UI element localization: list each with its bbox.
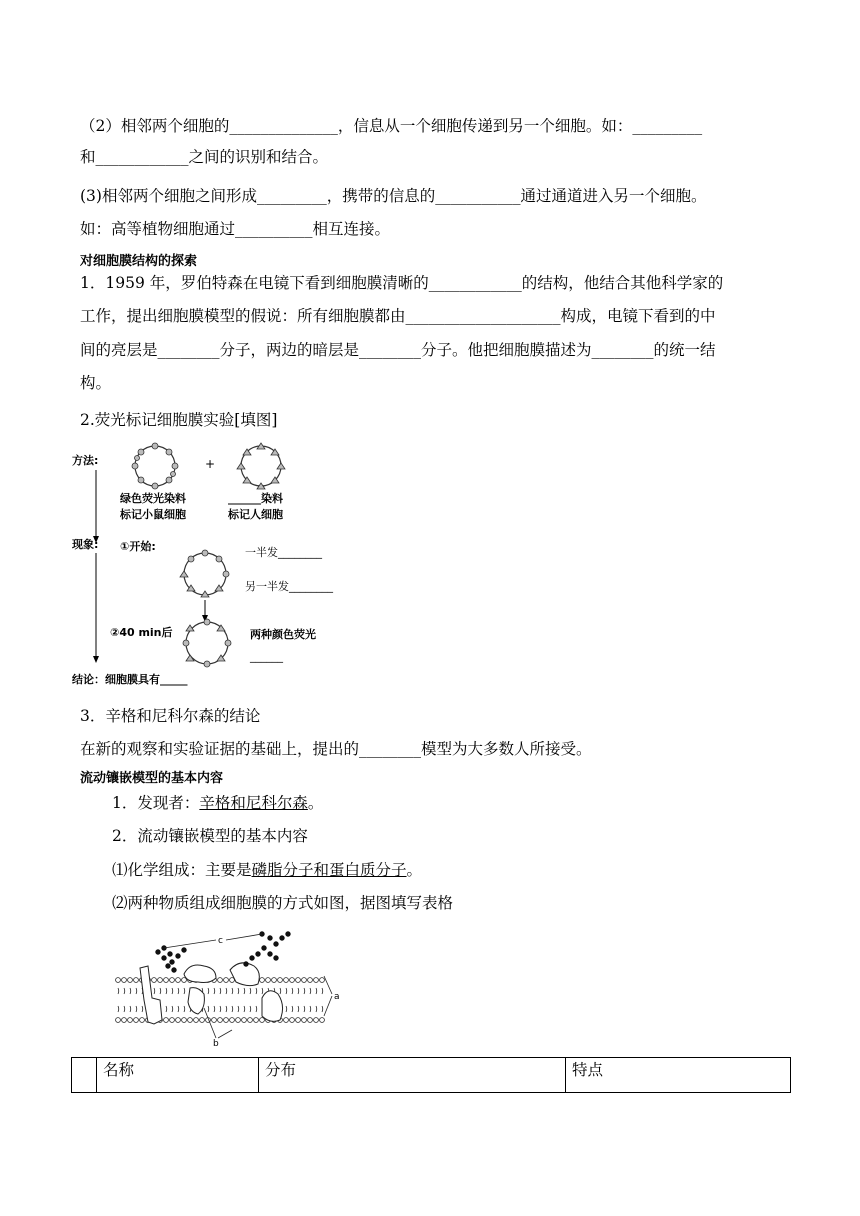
lipid-tail [166,1006,167,1012]
lipid-tail [124,988,125,994]
lipid-head [254,1018,259,1023]
lipid-head [116,978,121,983]
lipid-head [290,978,295,983]
lipid-head [260,1018,265,1023]
table-header-distribution: 分布 [259,1058,566,1093]
lipid-head [284,1018,289,1023]
lipid-head [314,1018,319,1023]
lipid-head [266,978,271,983]
lipid-tail [310,1006,311,1012]
p1-line3: 间的亮层是________分子，两边的暗层是________分子。他把细胞膜描述为________的统一结 [80,341,716,359]
item3-line1: (3)相邻两个细胞之间形成_________，携带的信息的___________通过通道进入另一个细胞。 [80,187,707,205]
lipid-tail [250,1006,251,1012]
green-label-1: 绿色荧光染料 [120,492,186,505]
model-item1 [112,793,323,813]
model-item1-prefix: 1．发现者： [112,794,200,812]
lipid-tail [166,988,167,994]
lipid-head [314,978,319,983]
green-marker-dots [132,443,178,489]
lipid-head [122,1018,127,1023]
lipid-tail [286,988,287,994]
p3-title: 3．辛格和尼科尔森的结论 [80,707,261,725]
fluorescence-figure [70,440,370,695]
lipid-head [182,1018,187,1023]
lipid-tail [160,988,161,994]
lipid-tail [226,988,227,994]
lipid-tail [232,1006,233,1012]
lipid-head [224,1018,229,1023]
lipid-tail [232,988,233,994]
hybrid-start-markers [180,550,229,597]
lipid-head [296,978,301,983]
fig-half2: 另一半发________ [245,580,333,593]
p1-line2: 工作，提出细胞膜模型的假说：所有细胞膜都由____________________构成，电镜下看到的中 [80,307,716,325]
section-heading-model: 流动镶嵌模型的基本内容 [80,771,224,786]
model-item3 [112,860,422,880]
lipid-tail [172,988,173,994]
item2-line2: 和____________之间的识别和结合。 [80,148,329,166]
fig-both-colors: 两种颜色荧光 [250,628,316,641]
model-item1-suffix: 。 [307,794,324,812]
lipid-head [224,978,229,983]
hybrid-after-markers [183,619,231,667]
lipid-head [212,1018,217,1023]
green-label-2: 标记小鼠细胞 [120,508,186,521]
label-a: a [334,992,340,1002]
lipid-head [188,1018,193,1023]
lipid-tail [214,988,215,994]
lipid-head [320,978,325,983]
lipid-head [248,1018,253,1023]
p2-title: 2.荧光标记细胞膜实验[填图] [80,411,278,429]
fig-both-blank: ______ [250,650,283,663]
lipid-tail [130,988,131,994]
label-c: c [218,936,223,946]
lipid-tail [286,1006,287,1012]
lipid-tail [226,1006,227,1012]
model-item4: ⑵两种物质组成细胞膜的方式如图，据图填写表格 [112,894,454,912]
red-marker-triangles [237,443,285,489]
lipid-tail [136,1006,137,1012]
lipid-tail [298,1006,299,1012]
lipid-head [128,1018,133,1023]
lipid-head [122,978,127,983]
lipid-tail [256,1006,257,1012]
lipid-tail [142,1006,143,1012]
fig-method-label: 方法: [72,454,99,467]
lipid-tail [292,1006,293,1012]
lipid-tail [208,1006,209,1012]
lipid-head [272,978,277,983]
table-header-blank [72,1058,97,1093]
red-dye-blank-label: ______染料 [228,492,283,505]
lipid-head [200,1018,205,1023]
model-item3-answer: 磷脂分子和蛋白质分子 [251,861,407,879]
lipid-tail [256,988,257,994]
lipid-tail [322,988,323,994]
model-item2: 2．流动镶嵌模型的基本内容 [112,827,308,845]
lipid-tail [118,988,119,994]
item2-line1: （2）相邻两个细胞的______________，信息从一个细胞传递到另一个细胞。如：_________ [80,117,703,135]
lipid-head [128,978,133,983]
lipid-tail [316,1006,317,1012]
lipid-tail [262,988,263,994]
component-table [71,1057,791,1093]
lipid-tail [178,1006,179,1012]
section-heading-explore: 对细胞膜结构的探索 [80,254,198,269]
lipid-head [260,978,265,983]
lipid-tail [184,1006,185,1012]
lipid-head [278,978,283,983]
fig-half1: 一半发________ [245,546,322,559]
lipid-head [290,1018,295,1023]
lipid-tail [124,1006,125,1012]
lipid-head [242,1018,247,1023]
lipid-head [308,1018,313,1023]
lipid-head [158,978,163,983]
lipid-head [164,1018,169,1023]
lipid-head [194,1018,199,1023]
p3-body: 在新的观察和实验证据的基础上，提出的________模型为大多数人所接受。 [80,740,592,758]
lipid-tail [184,988,185,994]
lipid-head [284,978,289,983]
item3-line2: 如：高等植物细胞通过__________相互连接。 [80,220,391,238]
p1-line4: 构。 [80,374,112,392]
lipid-tail [322,1006,323,1012]
lipid-tail [292,988,293,994]
lipid-tail [310,988,311,994]
lipid-head [302,978,307,983]
lipid-tail [250,988,251,994]
label-b: b [213,1039,219,1049]
lipid-head [134,1018,139,1023]
lipid-head [236,1018,241,1023]
membrane-figure [112,928,352,1050]
table-header-row [72,1058,791,1093]
lipid-tail [244,988,245,994]
lipid-tail [130,1006,131,1012]
red-label-2: 标记人细胞 [228,508,283,521]
lipid-tail [208,988,209,994]
p1-line1: 1．1959 年，罗伯特森在电镜下看到细胞膜清晰的____________的结构，他结合其他科学家的 [80,274,724,292]
fig-plus: + [205,457,216,471]
lipid-tail [220,988,221,994]
membrane-proteins [140,963,283,1024]
lipid-head [152,978,157,983]
fig-conclusion: 结论：细胞膜具有_____ [72,673,188,686]
model-item1-answer: 辛格和尼科尔森 [199,794,308,812]
model-item3-suffix: 。 [406,861,423,879]
lipid-head [164,978,169,983]
fig-after-label: ②40 min后 [110,626,173,639]
table-header-name: 名称 [97,1058,259,1093]
lipid-tail [172,1006,173,1012]
lipid-head [302,1018,307,1023]
lipid-tail [118,1006,119,1012]
lipid-tail [214,1006,215,1012]
lipid-head [170,978,175,983]
table-header-feature: 特点 [566,1058,791,1093]
lipid-head [218,978,223,983]
lipid-tail [304,988,305,994]
lipid-head [320,1018,325,1023]
lipid-head [308,978,313,983]
glycoprotein-chains [156,932,290,972]
lipid-head [170,1018,175,1023]
fig-start-label: ①开始: [120,540,156,553]
lipid-tail [298,988,299,994]
lipid-head [176,978,181,983]
lipid-tail [220,1006,221,1012]
lipid-head [296,1018,301,1023]
lipid-head [134,978,139,983]
lipid-tail [316,988,317,994]
model-item3-prefix: ⑴化学组成：主要是 [112,861,252,879]
lipid-tail [238,988,239,994]
lipid-head [230,1018,235,1023]
lipid-head [218,1018,223,1023]
lipid-tail [178,988,179,994]
lipid-tail [280,988,281,994]
lipid-head [140,1018,145,1023]
lipid-tail [154,988,155,994]
lipid-tail [238,1006,239,1012]
lipid-tail [136,988,137,994]
lipid-tail [244,1006,245,1012]
lipid-head [116,1018,121,1023]
lipid-head [176,1018,181,1023]
fig-phenomenon-label: 现象: [72,538,99,551]
lipid-tail [304,1006,305,1012]
